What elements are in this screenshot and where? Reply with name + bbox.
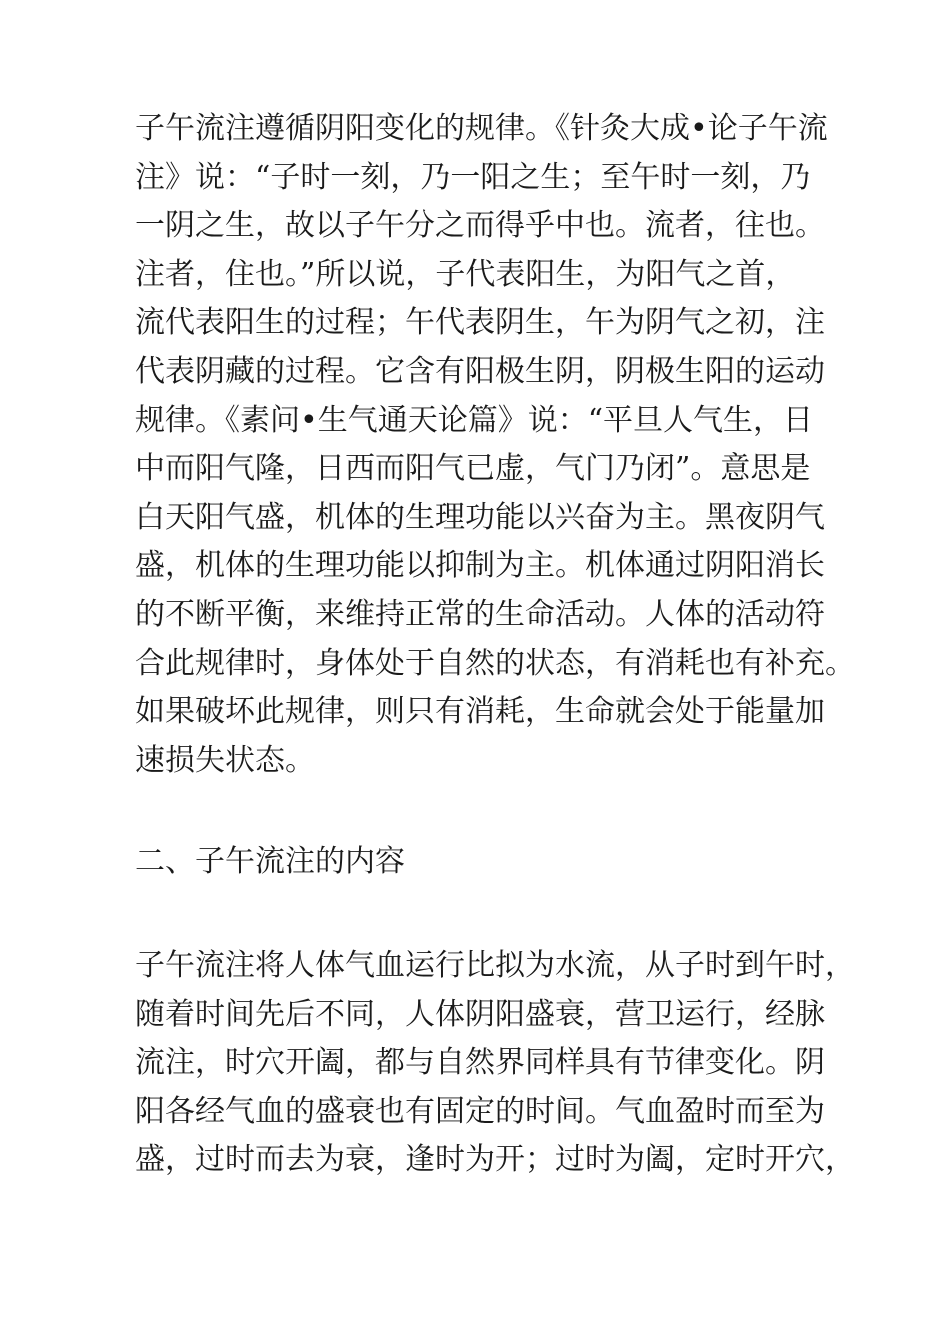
paragraph-line: 合此规律时，身体处于自然的状态，有消耗也有补充。 bbox=[135, 645, 855, 681]
paragraph-line: 注》说：“子时一刻，乃一阳之生；至午时一刻，乃 bbox=[135, 159, 811, 195]
paragraph-line: 如果破坏此规律，则只有消耗，生命就会处于能量加 bbox=[135, 694, 825, 730]
paragraph-line: 阳各经气血的盛衰也有固定的时间。气血盈时而至为 bbox=[135, 1093, 825, 1129]
section-heading bbox=[135, 838, 825, 887]
paragraph-line: 流注，时穴开阖，都与自然界同样具有节律变化。阴 bbox=[135, 1045, 825, 1081]
paragraph-line: 流代表阳生的过程；午代表阴生，午为阴气之初，注 bbox=[135, 305, 825, 341]
paragraph-line: 的不断平衡，来维持正常的生命活动。人体的活动符 bbox=[135, 596, 825, 632]
body-paragraph-2 bbox=[135, 942, 855, 1185]
paragraph-line: 注者，住也。”所以说，子代表阳生，为阳气之首， bbox=[135, 256, 796, 292]
paragraph-line: 一阴之生，故以子午分之而得乎中也。流者，往也。 bbox=[135, 208, 825, 244]
paragraph-line: 随着时间先后不同，人体阴阳盛衰，营卫运行，经脉 bbox=[135, 996, 825, 1032]
paragraph-line: 中而阳气隆，日西而阳气已虚，气门乃闭”。意思是 bbox=[135, 451, 811, 487]
paragraph-line: 白天阳气盛，机体的生理功能以兴奋为主。黑夜阴气 bbox=[135, 499, 825, 535]
paragraph-line: 子午流注遵循阴阳变化的规律。《针灸大成•论子午流 bbox=[135, 111, 828, 146]
section-heading-text: 二、子午流注的内容 bbox=[135, 844, 405, 879]
body-paragraph-1 bbox=[135, 105, 855, 785]
paragraph-line: 盛，过时而去为衰，逢时为开；过时为阖，定时开穴， bbox=[135, 1142, 855, 1178]
paragraph-line: 速损失状态。 bbox=[135, 742, 315, 778]
paragraph-line: 盛，机体的生理功能以抑制为主。机体通过阴阳消长 bbox=[135, 548, 825, 584]
paragraph-line: 代表阴藏的过程。它含有阳极生阴，阴极生阳的运动 bbox=[135, 353, 825, 389]
paragraph-line: 子午流注将人体气血运行比拟为水流，从子时到午时， bbox=[135, 948, 855, 983]
paragraph-line: 规律。《素问•生气通天论篇》说：“平旦人气生，日 bbox=[135, 402, 814, 438]
